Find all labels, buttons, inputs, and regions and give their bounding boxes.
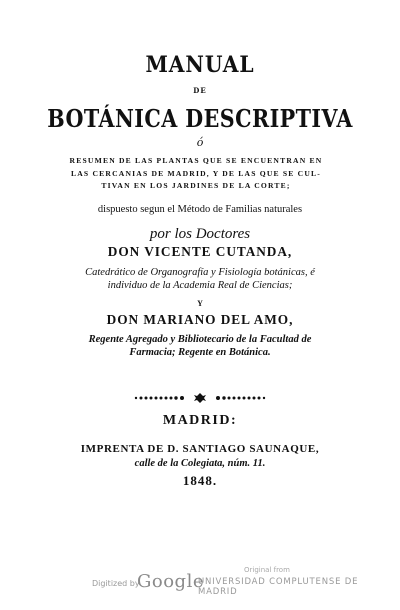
imprint-address: calle de la Colegiata, núm. 11. [134,458,266,469]
author-1-name: DON VICENTE CUTANDA, [107,245,293,260]
subtitle-line-1: RESUMEN DE LAS PLANTAS QUE SE ENCUENTRAN EN [69,156,323,165]
author-1-desc-line-2: individuo de la Academia Real de Ciencias; [107,280,293,291]
author-2-name: DON MARIANO DEL AMO, [106,313,294,328]
authors-conjunction: Y [197,299,203,308]
author-2-description [25,333,375,359]
imprint-printer: IMPRENTA DE D. SANTIAGO SAUNAQUE, [80,443,320,455]
institution-label: UNIVERSIDAD COMPLUTENSE DE MADRID [198,577,359,597]
digitized-by-label: Digitized by [92,579,140,588]
author-2-desc-line-2: Farmacia; Regente en Botánica. [129,347,271,358]
original-from-label: Original from [244,566,290,574]
title-line-botanica: BOTÁNICA DESCRIPTIVA [47,104,353,133]
google-logo: Google [137,571,204,592]
subtitle-line-3: TIVAN EN LOS JARDINES DE LA CORTE; [101,181,291,190]
title-or: ó [196,136,204,149]
imprint-city: MADRID: [162,413,238,428]
subtitle-block [10,155,382,193]
method-line: dispuesto segun el Método de Familias naturales [97,204,303,215]
ornament-divider [130,392,270,404]
author-1-desc-line-1: Catedrático de Organografía y Fisiología botánicas, é [85,267,315,278]
authors-intro: por los Doctores [149,226,251,242]
subtitle-line-2: LAS CERCANIAS DE MADRID, Y DE LAS QUE SE CUL- [70,168,322,178]
imprint-year: 1848. [182,473,218,488]
title-line-manual: MANUAL [145,52,255,78]
author-2-desc-line-1: Regente Agregado y Bibliotecario de la Facultad de [88,334,312,345]
author-1-description [25,266,375,292]
title-connector: DE [193,86,207,95]
